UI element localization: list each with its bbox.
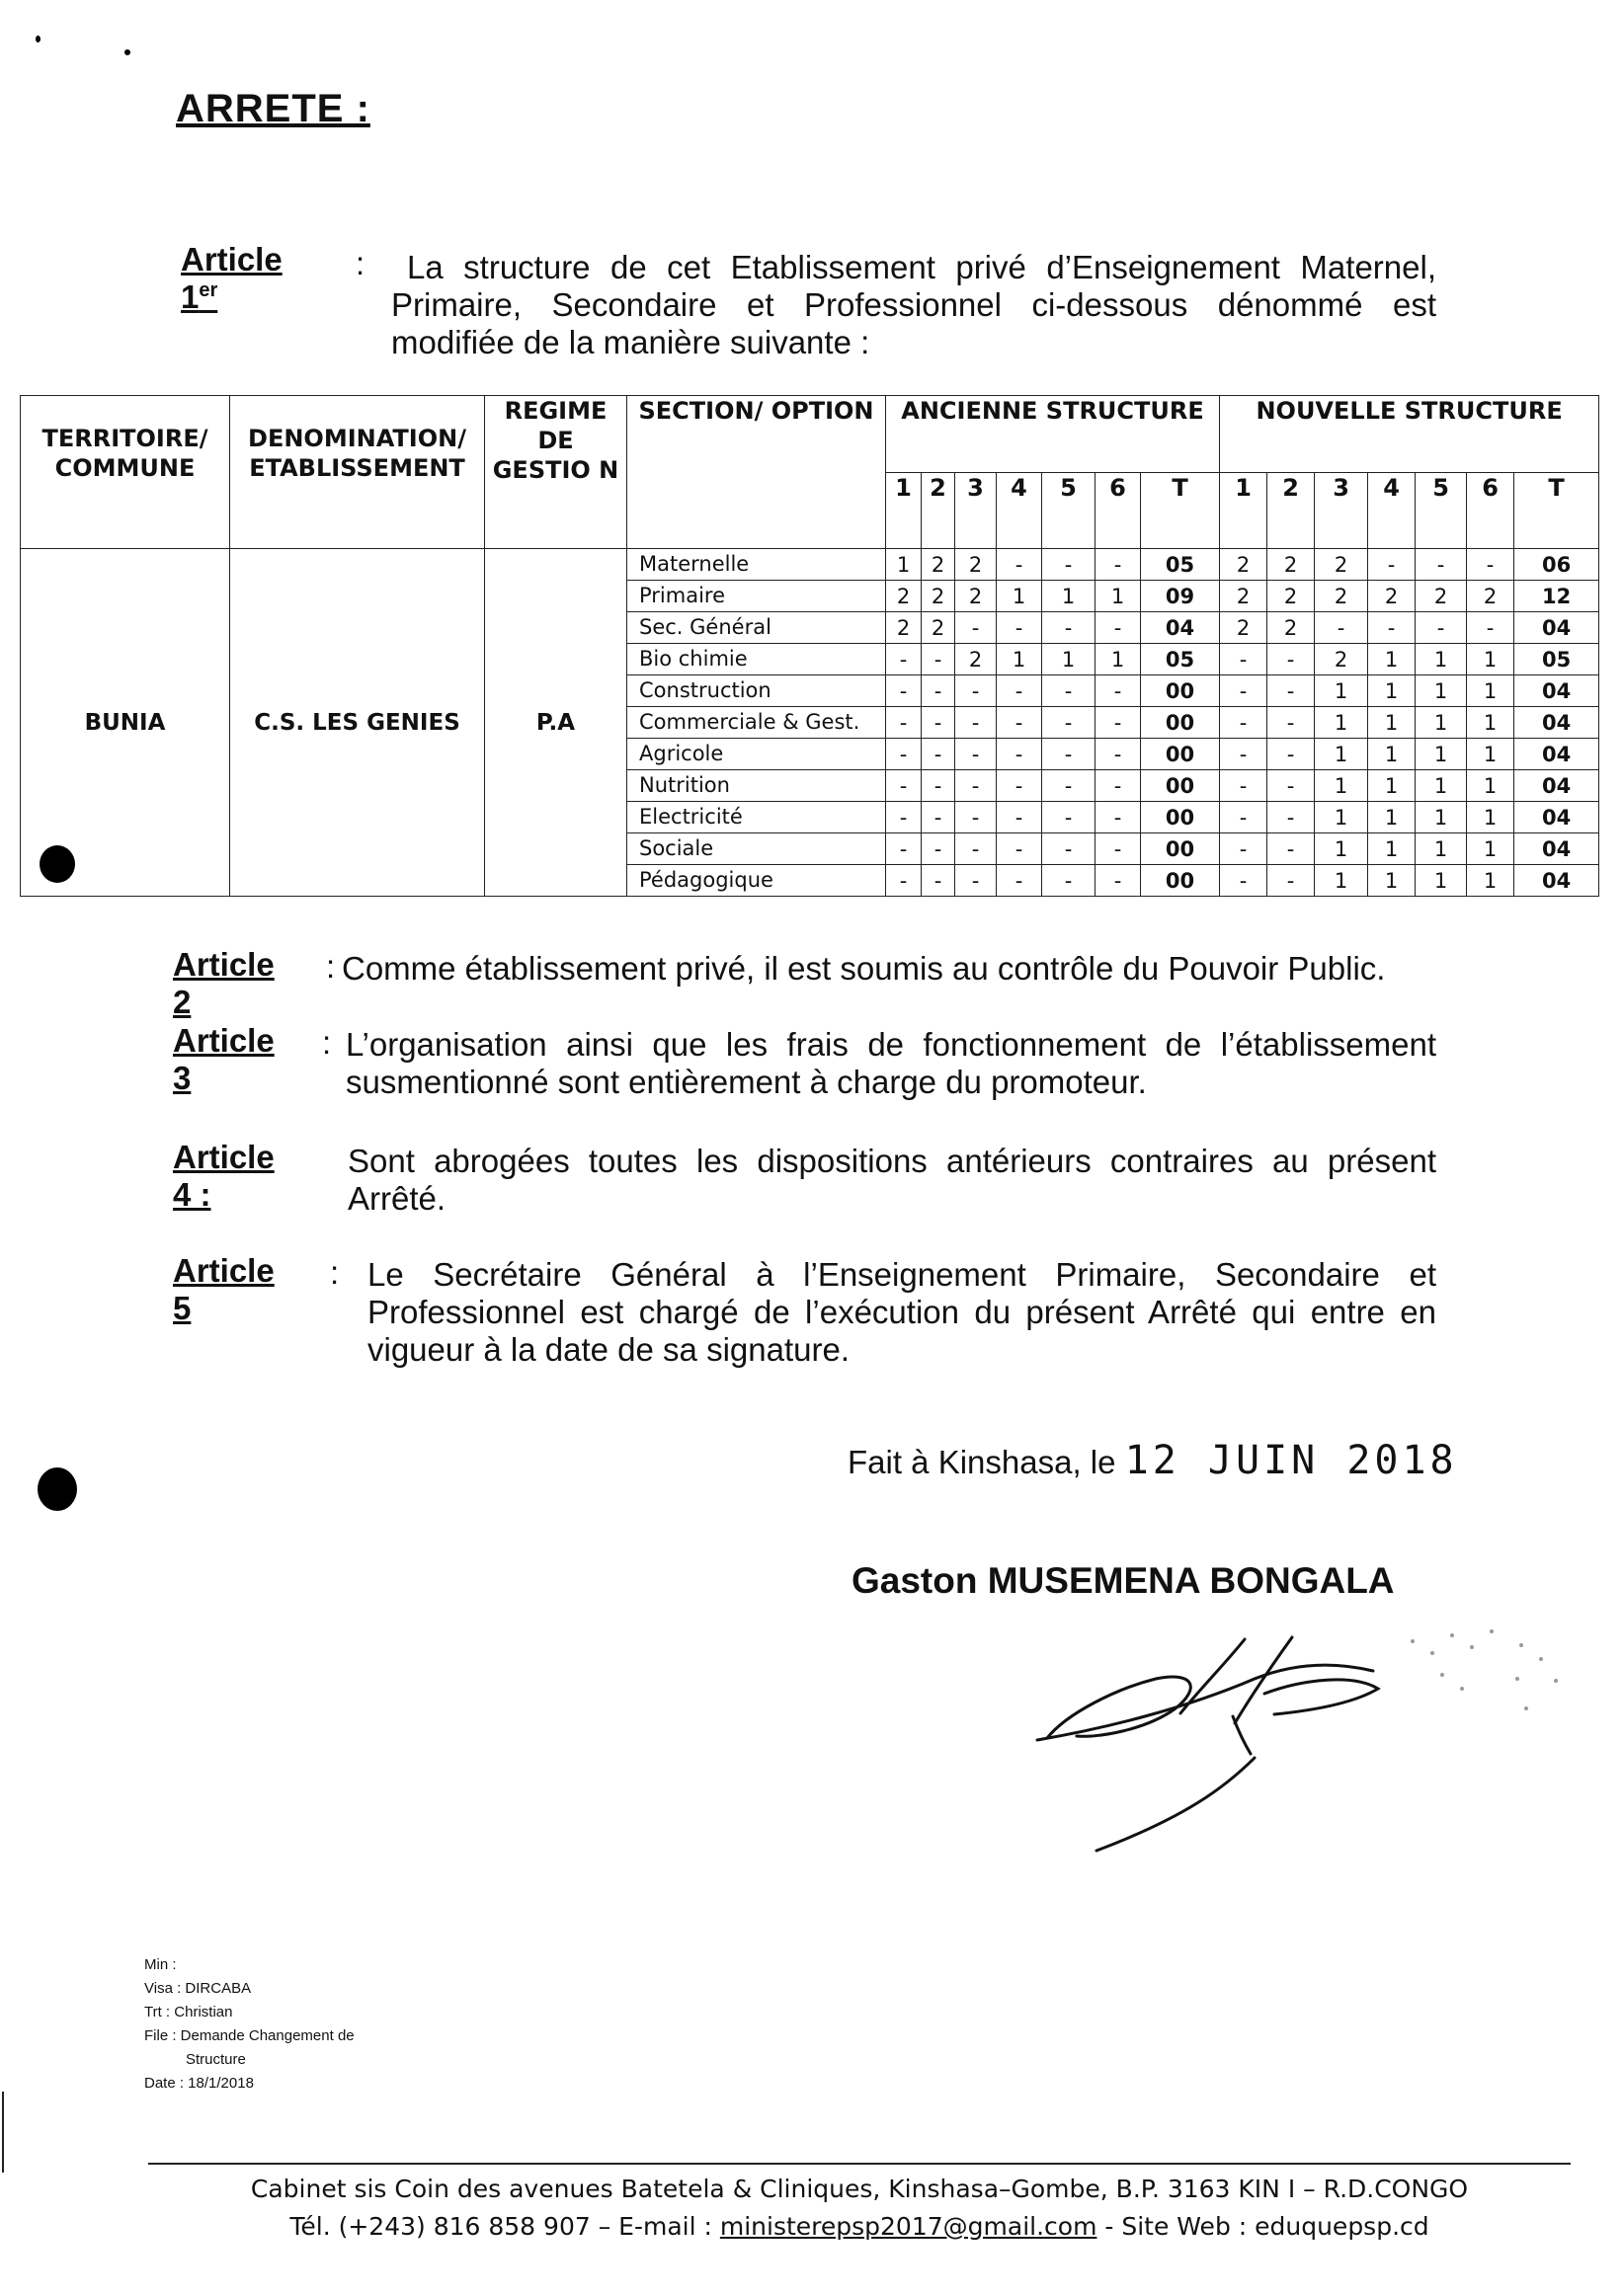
cell-nouvelle-year: 1: [1467, 833, 1514, 865]
cell-nouvelle-year: -: [1220, 739, 1267, 770]
cell-ancienne-year: 2: [955, 549, 997, 581]
article-1-text: La structure de cet Etablissement privé d’Enseignement Maternel, Primaire, Secondaire et Professionnel ci-dessous dénommé est modifiée de la manière suivante :: [391, 249, 1436, 360]
col-header: 4: [997, 472, 1042, 549]
cell-ancienne-total: 09: [1141, 581, 1220, 612]
cell-nouvelle-year: -: [1220, 644, 1267, 675]
header-nouvelle-structure: NOUVELLE STRUCTURE: [1220, 396, 1599, 473]
cell-regime: P.A: [485, 549, 627, 897]
cell-nouvelle-year: -: [1220, 675, 1267, 707]
cell-ancienne-year: -: [886, 865, 922, 897]
col-header: 6: [1467, 472, 1514, 549]
cell-nouvelle-year: 1: [1315, 802, 1368, 833]
note-date: Date : 18/1/2018: [144, 2075, 254, 2092]
cell-ancienne-year: -: [955, 675, 997, 707]
punch-hole: [38, 1467, 77, 1511]
cell-nouvelle-year: 1: [1467, 644, 1514, 675]
cell-nouvelle-year: 1: [1416, 770, 1467, 802]
cell-ancienne-total: 05: [1141, 644, 1220, 675]
article-3-text: L’organisation ainsi que les frais de fonctionnement de l’établissement susmentionné sont entièrement à charge du promoteur.: [346, 1026, 1436, 1100]
cell-ancienne-year: 2: [955, 581, 997, 612]
cell-ancienne-year: 1: [886, 549, 922, 581]
cell-ancienne-year: 1: [997, 581, 1042, 612]
cell-ancienne-year: -: [955, 865, 997, 897]
cell-nouvelle-year: -: [1220, 707, 1267, 739]
col-header: 5: [1416, 472, 1467, 549]
cell-option: Sociale: [627, 833, 886, 865]
signature-date: 12 JUIN 2018: [1124, 1438, 1458, 1483]
cell-option: Sec. Général: [627, 612, 886, 644]
cell-nouvelle-year: -: [1267, 644, 1315, 675]
cell-nouvelle-year: 1: [1467, 770, 1514, 802]
cell-nouvelle-year: 2: [1315, 644, 1368, 675]
cell-ancienne-year: -: [1042, 739, 1096, 770]
cell-nouvelle-year: -: [1220, 770, 1267, 802]
article-4-text: Sont abrogées toutes les dispositions antérieurs contraires au présent Arrêté.: [348, 1143, 1436, 1217]
cell-nouvelle-year: -: [1220, 833, 1267, 865]
cell-nouvelle-year: 1: [1368, 865, 1416, 897]
note-trt: Trt : Christian: [144, 2004, 233, 2020]
cell-nouvelle-year: 1: [1368, 770, 1416, 802]
article-2-label: Article 2: [173, 946, 275, 1020]
cell-option: Commerciale & Gest.: [627, 707, 886, 739]
article-3-label: Article 3: [173, 1022, 275, 1096]
cell-ancienne-year: -: [1042, 707, 1096, 739]
cell-ancienne-year: 2: [955, 644, 997, 675]
cell-nouvelle-year: 1: [1315, 865, 1368, 897]
cell-nouvelle-total: 04: [1514, 675, 1599, 707]
cell-nouvelle-year: 1: [1467, 739, 1514, 770]
cell-nouvelle-year: 1: [1416, 675, 1467, 707]
cell-ancienne-year: -: [1042, 833, 1096, 865]
cell-nouvelle-total: 04: [1514, 802, 1599, 833]
reference-notes: [144, 1953, 355, 2096]
cell-nouvelle-year: -: [1267, 739, 1315, 770]
cell-nouvelle-year: 1: [1416, 739, 1467, 770]
cell-territoire: BUNIA: [21, 549, 230, 897]
cell-ancienne-year: -: [1096, 675, 1141, 707]
cell-ancienne-total: 00: [1141, 770, 1220, 802]
article-5-separator: :: [330, 1254, 340, 1291]
cell-ancienne-year: -: [955, 707, 997, 739]
article-3-separator: :: [322, 1024, 332, 1061]
article-1-label: Article 1er: [181, 241, 283, 315]
cell-nouvelle-year: 1: [1467, 802, 1514, 833]
cell-nouvelle-total: 04: [1514, 739, 1599, 770]
cell-nouvelle-year: 1: [1467, 675, 1514, 707]
signature-place-date: [848, 1438, 1458, 1483]
cell-nouvelle-year: 2: [1416, 581, 1467, 612]
cell-nouvelle-total: 12: [1514, 581, 1599, 612]
cell-ancienne-year: -: [997, 865, 1042, 897]
header-section: SECTION/ OPTION: [627, 396, 886, 549]
signer-name: Gaston MUSEMENA BONGALA: [852, 1560, 1395, 1601]
cell-nouvelle-total: 06: [1514, 549, 1599, 581]
cell-nouvelle-year: -: [1220, 865, 1267, 897]
cell-nouvelle-year: -: [1220, 802, 1267, 833]
article-5-label: Article 5: [173, 1252, 275, 1326]
cell-ancienne-total: 00: [1141, 707, 1220, 739]
footer-divider: [148, 2163, 1571, 2165]
cell-ancienne-year: 2: [922, 612, 955, 644]
cell-option: Pédagogique: [627, 865, 886, 897]
cell-ancienne-year: -: [1042, 865, 1096, 897]
cell-ancienne-year: -: [997, 770, 1042, 802]
cell-nouvelle-year: 1: [1416, 865, 1467, 897]
col-header: T: [1514, 472, 1599, 549]
cell-nouvelle-year: 2: [1467, 581, 1514, 612]
cell-ancienne-year: -: [997, 549, 1042, 581]
col-header: 1: [1220, 472, 1267, 549]
cell-ancienne-total: 04: [1141, 612, 1220, 644]
cell-nouvelle-total: 04: [1514, 833, 1599, 865]
cell-nouvelle-year: -: [1267, 833, 1315, 865]
cell-ancienne-year: 2: [886, 581, 922, 612]
note-visa: Visa : DIRCABA: [144, 1980, 252, 1997]
cell-nouvelle-year: 2: [1368, 581, 1416, 612]
footer-tel: Tél. (+243) 816 858 907 – E-mail :: [289, 2212, 712, 2241]
cell-ancienne-year: -: [955, 739, 997, 770]
footer-email-link[interactable]: ministerepsp2017@gmail.com: [719, 2212, 1097, 2241]
cell-nouvelle-year: -: [1368, 612, 1416, 644]
cell-option: Electricité: [627, 802, 886, 833]
cell-nouvelle-year: -: [1467, 612, 1514, 644]
cell-nouvelle-year: 1: [1368, 802, 1416, 833]
cell-ancienne-year: -: [1096, 770, 1141, 802]
cell-nouvelle-total: 04: [1514, 865, 1599, 897]
cell-ancienne-year: -: [997, 833, 1042, 865]
col-header: 1: [886, 472, 922, 549]
cell-nouvelle-year: 2: [1315, 549, 1368, 581]
header-denomination: DENOMINATION/ ETABLISSEMENT: [230, 396, 485, 549]
cell-ancienne-year: -: [997, 612, 1042, 644]
cell-denomination: C.S. LES GENIES: [230, 549, 485, 897]
document-heading: ARRETE :: [176, 87, 370, 130]
cell-ancienne-year: -: [1042, 549, 1096, 581]
article-2-separator: :: [326, 948, 336, 985]
cell-ancienne-year: -: [886, 770, 922, 802]
cell-ancienne-year: -: [922, 707, 955, 739]
cell-ancienne-total: 00: [1141, 865, 1220, 897]
cell-nouvelle-year: -: [1368, 549, 1416, 581]
scan-mark: [36, 36, 41, 42]
cell-ancienne-year: -: [1042, 802, 1096, 833]
cell-option: Primaire: [627, 581, 886, 612]
table-row: [21, 549, 1599, 581]
cell-nouvelle-year: 2: [1267, 549, 1315, 581]
cell-ancienne-year: -: [955, 802, 997, 833]
cell-nouvelle-year: -: [1467, 549, 1514, 581]
cell-nouvelle-year: -: [1416, 549, 1467, 581]
cell-ancienne-year: -: [1042, 770, 1096, 802]
col-header: 3: [1315, 472, 1368, 549]
header-territoire: TERRITOIRE/ COMMUNE: [21, 396, 230, 549]
cell-ancienne-total: 00: [1141, 739, 1220, 770]
header-ancienne-structure: ANCIENNE STRUCTURE: [886, 396, 1220, 473]
cell-nouvelle-year: 1: [1467, 707, 1514, 739]
cell-ancienne-year: 2: [886, 612, 922, 644]
cell-nouvelle-total: 04: [1514, 612, 1599, 644]
cell-nouvelle-year: -: [1267, 865, 1315, 897]
cell-ancienne-year: 1: [1042, 581, 1096, 612]
cell-ancienne-year: 2: [922, 581, 955, 612]
header-regime: REGIME DE GESTIO N: [485, 396, 627, 549]
cell-nouvelle-year: 1: [1416, 707, 1467, 739]
cell-ancienne-year: -: [1096, 707, 1141, 739]
cell-option: Bio chimie: [627, 644, 886, 675]
cell-ancienne-year: -: [997, 802, 1042, 833]
note-file: File : Demande Changement de: [144, 2027, 355, 2044]
cell-ancienne-year: -: [922, 865, 955, 897]
cell-ancienne-year: -: [922, 739, 955, 770]
cell-ancienne-year: -: [922, 644, 955, 675]
note-min: Min :: [144, 1956, 177, 1973]
cell-ancienne-total: 05: [1141, 549, 1220, 581]
cell-ancienne-year: -: [1096, 612, 1141, 644]
cell-nouvelle-year: 1: [1315, 770, 1368, 802]
cell-ancienne-year: -: [955, 770, 997, 802]
signature-place: Fait à Kinshasa, le: [848, 1444, 1116, 1480]
cell-ancienne-year: 1: [997, 644, 1042, 675]
cell-ancienne-year: -: [1096, 549, 1141, 581]
cell-ancienne-year: -: [1042, 675, 1096, 707]
cell-ancienne-total: 00: [1141, 675, 1220, 707]
cell-ancienne-year: -: [922, 770, 955, 802]
article-5-text: Le Secrétaire Général à l’Enseignement Primaire, Secondaire et Professionnel est chargé de l’exécution du présent Arrêté qui entre en vigueur à la date de sa signature.: [367, 1256, 1436, 1368]
col-header: 6: [1096, 472, 1141, 549]
cell-ancienne-year: 1: [1096, 644, 1141, 675]
cell-ancienne-year: -: [997, 707, 1042, 739]
margin-line: [2, 2092, 4, 2173]
cell-ancienne-year: -: [997, 739, 1042, 770]
footer-contact: [148, 2212, 1571, 2241]
cell-ancienne-year: -: [886, 833, 922, 865]
cell-option: Nutrition: [627, 770, 886, 802]
cell-nouvelle-year: 2: [1267, 612, 1315, 644]
cell-nouvelle-year: 2: [1220, 549, 1267, 581]
cell-nouvelle-year: 1: [1416, 833, 1467, 865]
cell-ancienne-year: -: [886, 802, 922, 833]
cell-nouvelle-year: -: [1267, 707, 1315, 739]
note-file-continued: Structure: [186, 2051, 246, 2068]
col-header: 2: [922, 472, 955, 549]
footer-website: - Site Web : eduquepsp.cd: [1104, 2212, 1429, 2241]
handwritten-signature: [1027, 1620, 1581, 1857]
cell-nouvelle-year: 2: [1267, 581, 1315, 612]
cell-ancienne-year: -: [955, 833, 997, 865]
cell-option: Agricole: [627, 739, 886, 770]
cell-ancienne-year: -: [1096, 739, 1141, 770]
cell-ancienne-year: -: [1096, 865, 1141, 897]
cell-option: Construction: [627, 675, 886, 707]
cell-ancienne-year: -: [1096, 802, 1141, 833]
cell-nouvelle-year: 1: [1315, 707, 1368, 739]
footer-address: Cabinet sis Coin des avenues Batetela & Cliniques, Kinshasa–Gombe, B.P. 3163 KIN I – R.D.CONGO: [250, 2175, 1469, 2203]
col-header: 4: [1368, 472, 1416, 549]
cell-nouvelle-year: -: [1416, 612, 1467, 644]
cell-ancienne-year: -: [1042, 612, 1096, 644]
article-4-label: Article 4 :: [173, 1139, 275, 1213]
cell-nouvelle-year: 1: [1315, 675, 1368, 707]
article-1-separator: :: [356, 245, 365, 281]
cell-nouvelle-year: 2: [1315, 581, 1368, 612]
col-header: T: [1141, 472, 1220, 549]
col-header: 2: [1267, 472, 1315, 549]
cell-option: Maternelle: [627, 549, 886, 581]
cell-ancienne-year: -: [922, 833, 955, 865]
article-2-text: Comme établissement privé, il est soumis au contrôle du Pouvoir Public.: [342, 950, 1386, 987]
cell-ancienne-year: 2: [922, 549, 955, 581]
cell-nouvelle-total: 05: [1514, 644, 1599, 675]
scan-mark: [124, 49, 130, 55]
cell-nouvelle-year: 1: [1416, 802, 1467, 833]
cell-nouvelle-year: 2: [1220, 612, 1267, 644]
cell-ancienne-year: -: [886, 707, 922, 739]
cell-nouvelle-year: -: [1267, 802, 1315, 833]
cell-ancienne-total: 00: [1141, 802, 1220, 833]
cell-nouvelle-year: 2: [1220, 581, 1267, 612]
cell-ancienne-year: -: [955, 612, 997, 644]
cell-nouvelle-year: 1: [1368, 675, 1416, 707]
cell-ancienne-year: 1: [1096, 581, 1141, 612]
cell-ancienne-total: 00: [1141, 833, 1220, 865]
cell-nouvelle-total: 04: [1514, 770, 1599, 802]
cell-nouvelle-year: -: [1267, 675, 1315, 707]
col-header: 3: [955, 472, 997, 549]
cell-ancienne-year: -: [922, 802, 955, 833]
structure-table: [20, 395, 1599, 897]
cell-ancienne-year: -: [997, 675, 1042, 707]
cell-nouvelle-year: 1: [1368, 833, 1416, 865]
cell-nouvelle-year: 1: [1315, 739, 1368, 770]
cell-nouvelle-year: 1: [1368, 644, 1416, 675]
cell-nouvelle-total: 04: [1514, 707, 1599, 739]
cell-ancienne-year: -: [1096, 833, 1141, 865]
cell-nouvelle-year: 1: [1368, 707, 1416, 739]
cell-nouvelle-year: -: [1315, 612, 1368, 644]
cell-nouvelle-year: 1: [1315, 833, 1368, 865]
cell-ancienne-year: -: [886, 644, 922, 675]
cell-ancienne-year: 1: [1042, 644, 1096, 675]
cell-nouvelle-year: 1: [1467, 865, 1514, 897]
cell-ancienne-year: -: [886, 739, 922, 770]
cell-nouvelle-year: 1: [1416, 644, 1467, 675]
cell-ancienne-year: -: [886, 675, 922, 707]
cell-nouvelle-year: -: [1267, 770, 1315, 802]
cell-nouvelle-year: 1: [1368, 739, 1416, 770]
col-header: 5: [1042, 472, 1096, 549]
punch-hole: [40, 845, 75, 883]
cell-ancienne-year: -: [922, 675, 955, 707]
